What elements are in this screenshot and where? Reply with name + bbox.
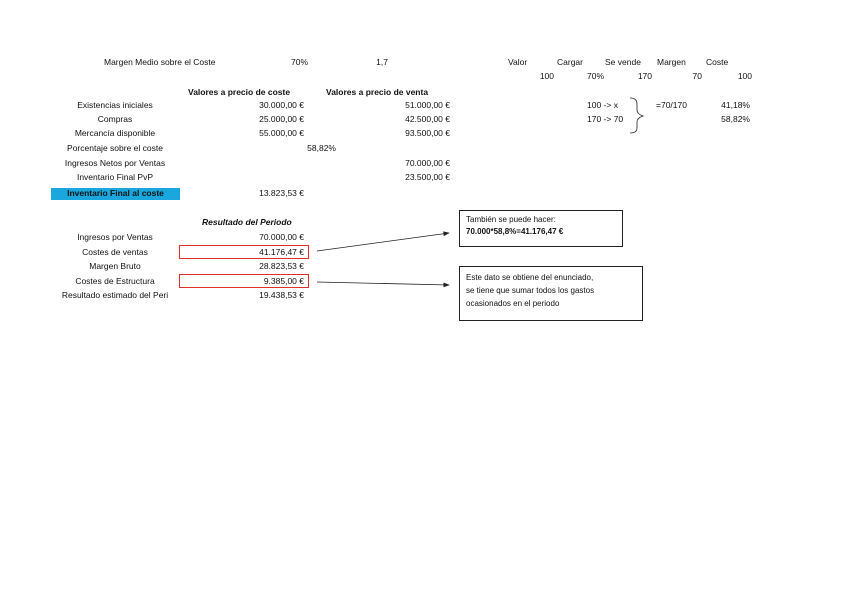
curly-brace-icon xyxy=(630,98,643,133)
arrow-to-note-2 xyxy=(317,282,449,285)
right-header: Se vende xyxy=(605,57,641,67)
row-venta: 93.500,00 € xyxy=(405,128,450,138)
row-coste: 25.000,00 € xyxy=(259,114,304,124)
row-venta: 23.500,00 € xyxy=(405,172,450,182)
right-value: 70 xyxy=(692,71,702,81)
row-label: Inventario Final PvP xyxy=(76,172,154,182)
row-label: Mercancía disponible xyxy=(74,128,156,138)
pct-1: 41,18% xyxy=(721,100,750,110)
row-venta: 70.000,00 € xyxy=(405,158,450,168)
resultado-label: Margen Bruto xyxy=(89,261,141,271)
row-coste: 30.000,00 € xyxy=(259,100,304,110)
right-header: Margen xyxy=(657,57,686,67)
formula: =70/170 xyxy=(656,100,687,110)
resultado-title: Resultado del Periodo xyxy=(202,217,292,227)
right-header: Valor xyxy=(508,57,528,67)
row-label: Porcentaje sobre el coste xyxy=(67,143,163,153)
row-label: Ingresos Netos por Ventas xyxy=(64,158,166,168)
right-value: 100 xyxy=(539,71,554,81)
resultado-value: 9.385,00 € xyxy=(263,276,304,286)
note-1-line: 70.000*58,8%=41.176,47 € xyxy=(466,227,564,236)
right-value: 70% xyxy=(586,71,604,81)
row-label-highlight: Inventario Final al coste xyxy=(67,188,164,198)
resultado-value: 28.823,53 € xyxy=(259,261,304,271)
col-header-coste: Valores a precio de coste xyxy=(188,87,291,97)
resultado-value: 19.438,53 € xyxy=(259,290,304,300)
col-header-venta: Valores a precio de venta xyxy=(326,87,429,97)
margen-medio-label: Margen Medio sobre el Coste xyxy=(104,57,216,67)
resultado-label: Costes de Estructura xyxy=(75,276,155,286)
resultado-label: Ingresos por Ventas xyxy=(77,232,153,242)
row-venta: 42.500,00 € xyxy=(405,114,450,124)
resultado-label: Costes de ventas xyxy=(82,247,148,257)
margen-factor: 1,7 xyxy=(376,57,388,67)
note-2-line: Este dato se obtiene del enunciado, xyxy=(466,273,594,282)
row-label: Compras xyxy=(97,114,133,124)
row-venta: 51.000,00 € xyxy=(405,100,450,110)
margen-pct: 70% xyxy=(290,57,308,67)
rule-1: 100 -> x xyxy=(587,100,618,110)
rule-2: 170 -> 70 xyxy=(587,114,624,124)
right-header: Coste xyxy=(706,57,729,67)
row-coste: 13.823,53 € xyxy=(259,188,304,198)
resultado-value: 70.000,00 € xyxy=(259,232,304,242)
row-coste: 55.000,00 € xyxy=(259,128,304,138)
resultado-label: Resultado estimado del Peri xyxy=(61,290,169,300)
arrow-to-note-1 xyxy=(317,233,449,251)
note-1-line: También se puede hacer: xyxy=(466,215,556,224)
note-2-line: ocasionados en el periodo xyxy=(466,299,560,308)
right-value: 170 xyxy=(637,71,652,81)
row-coste: 58,82% xyxy=(307,143,336,153)
resultado-value: 41.176,47 € xyxy=(259,247,304,257)
right-value: 100 xyxy=(737,71,752,81)
pct-2: 58,82% xyxy=(721,114,750,124)
right-header: Cargar xyxy=(557,57,583,67)
note-2-line: se tiene que sumar todos los gastos xyxy=(466,286,595,295)
row-label: Existencias iniciales xyxy=(77,100,153,110)
